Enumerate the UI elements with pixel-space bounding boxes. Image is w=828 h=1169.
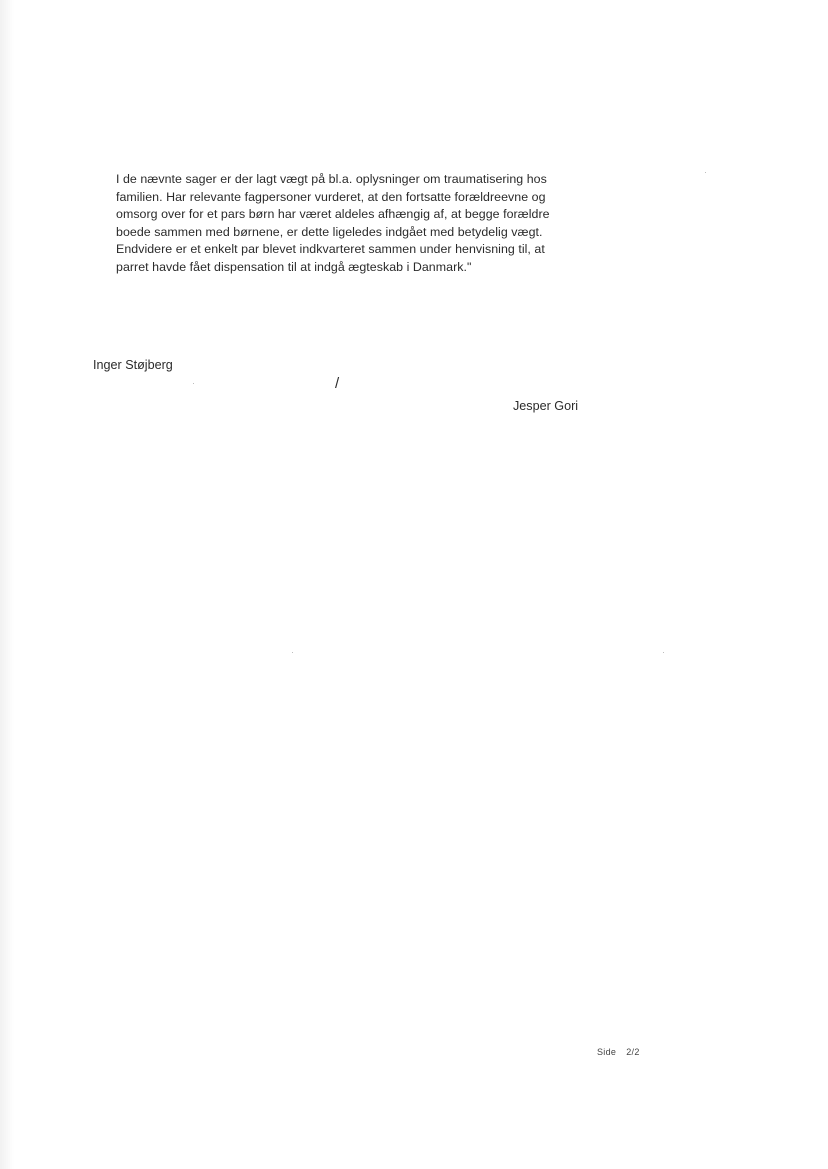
signature-separator: / (335, 375, 340, 392)
signature-right: Jesper Gori (513, 399, 579, 413)
page-label: Side (597, 1047, 617, 1057)
paragraph-line: I de nævnte sager er der lagt vægt på bl.a. oplysninger om traumatisering hos (116, 172, 547, 186)
paragraph-line: Endvidere er et enkelt par blevet indkvarteret sammen under henvisning til, at (116, 242, 545, 257)
scan-speck (193, 383, 194, 384)
scan-speck (705, 172, 706, 173)
quoted-paragraph (116, 171, 596, 277)
paragraph-line: parret havde fået dispensation til at indgå ægteskab i Danmark." (116, 259, 472, 274)
scan-speck (292, 652, 293, 653)
page-number (597, 1047, 640, 1057)
paragraph-line: boede sammen med børnene, er dette ligeledes indgået med betydelig vægt. (116, 224, 543, 239)
scan-speck (663, 652, 664, 653)
scan-edge-shadow (0, 0, 14, 1169)
signature-left: Inger Støjberg (93, 358, 173, 372)
page-count: 2/2 (626, 1047, 640, 1057)
paragraph-line: familien. Har relevante fagpersoner vurderet, at den fortsatte forældreevne og (116, 189, 546, 204)
paragraph-line: omsorg over for et pars børn har været aldeles afhængig af, at begge forældre (116, 207, 550, 222)
